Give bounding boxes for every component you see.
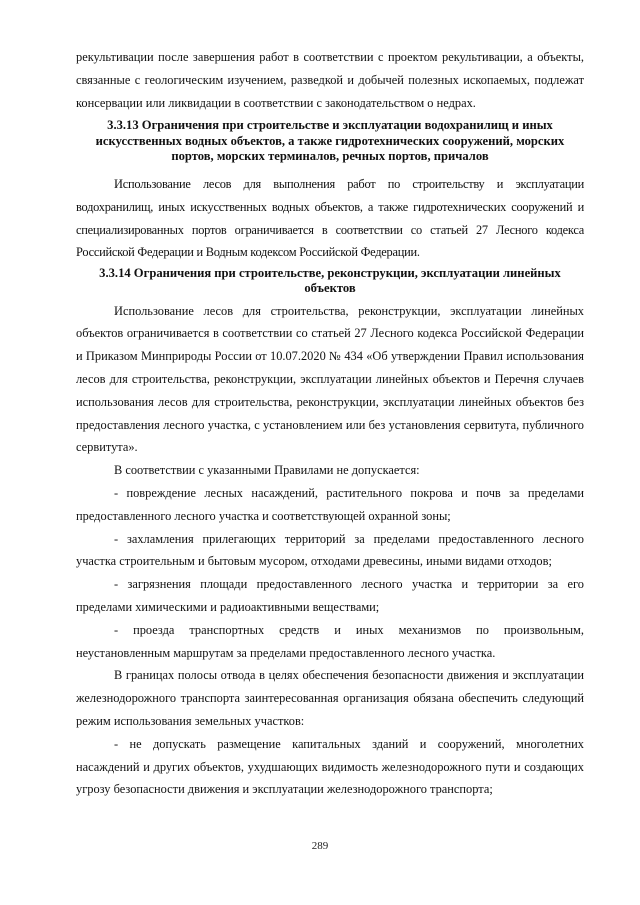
- list-item: - повреждение лесных насаждений, растительного покрова и почв за пределами предоставленного лесного участка и соответствующей охранной зоны;: [76, 485, 584, 523]
- section-heading-3-3-13: 3.3.13 Ограничения при строительстве и эксплуатации водохранилищ и иных искусственных водных объектов, а также гидротехнических сооружений, морских портов, морских терминалов, речных портов, причалов: [95, 118, 565, 163]
- rules-intro-paragraph: В соответствии с указанными Правилами не допускается:: [114, 463, 420, 478]
- list-item: - загрязнения площади предоставленного лесного участка и территории за его пределами химическими и радиоактивными веществами;: [76, 577, 584, 614]
- list-item: - не допускать размещение капитальных зданий и сооружений, многолетних насаждений и других объектов, ухудшающих видимость железнодорожного пути и создающих угрозу безопасности движения и эксплуатации железнодорожного транспорта;: [76, 736, 584, 797]
- document-page: [76, 46, 584, 801]
- section-heading-3-3-14: 3.3.14 Ограничения при строительстве, реконструкции, эксплуатации линейных объектов: [99, 266, 561, 296]
- list-item: - захламления прилегающих территорий за пределами предоставленного лесного участка строительным и бытовым мусором, отходами древесины, иными видами отходов;: [76, 531, 584, 569]
- page-number: 289: [311, 840, 329, 852]
- section-3-3-13-paragraph: Использование лесов для выполнения работ по строительству и эксплуатации водохранилищ, иных искусственных водных объектов, а также гидротехнических сооружений и специализированных портов ограничивается в соответствии со статьей 27 Лесного кодекса Российской Федерации и Водным кодексом Российской Федерации.: [76, 177, 584, 260]
- railway-paragraph: В границах полосы отвода в целях обеспечения безопасности движения и эксплуатации железнодорожного транспорта заинтересованная организация обязана обеспечить следующий режим использования земельных участков:: [76, 668, 584, 728]
- intro-paragraph: рекультивации после завершения работ в соответствии с проектом рекультивации, а объекты, связанные с геологическим изучением, разведкой и добычей полезных ископаемых, подлежат консервации или ликвидации в соответствии с законодательством о недрах.: [76, 50, 584, 110]
- section-3-3-14-paragraph: Использование лесов для строительства, реконструкции, эксплуатации линейных объектов ограничивается в соответствии со статьей 27 Лесного кодекса Российской Федерации и Приказом Минприроды России от 10.07.2020 № 434 «Об утверждении Правил использования лесов для строительства, реконструкции, эксплуатации линейных объектов и Перечня случаев использования лесов для строительства, реконструкции, эксплуатации линейных объектов без предоставления лесного участка, с установлением или без установления сервитута, публичного сервитута».: [76, 303, 584, 455]
- list-item: - проезда транспортных средств и иных механизмов по произвольным, неустановленным маршрутам за пределами предоставленного лесного участка.: [76, 622, 584, 660]
